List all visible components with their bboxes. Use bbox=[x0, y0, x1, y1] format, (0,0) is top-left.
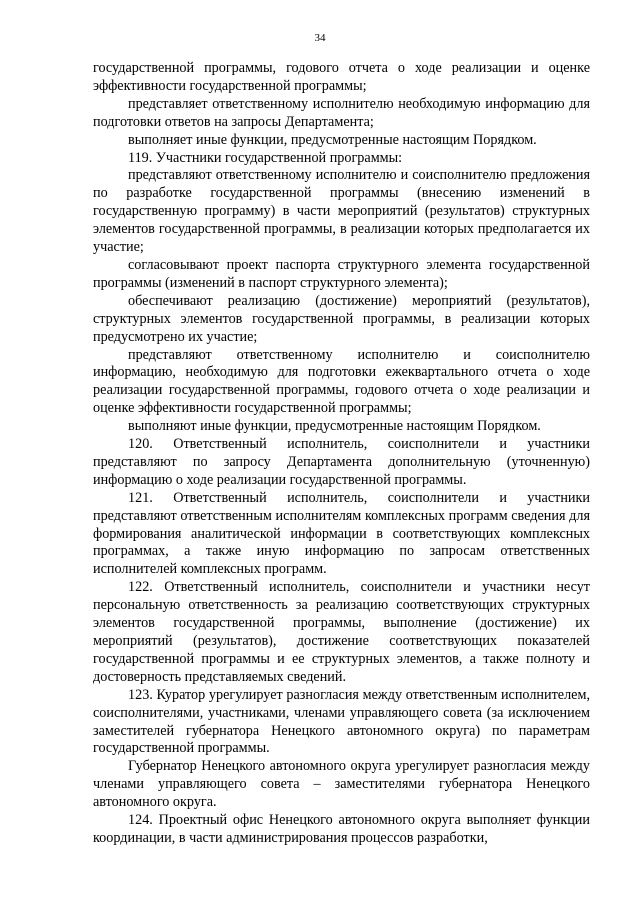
paragraph: Губернатор Ненецкого автономного округа урегулирует разногласия между членами управляющего совета – заместителями губернатора Ненецкого автономного округа. bbox=[93, 758, 590, 811]
paragraph: представляют ответственному исполнителю и соисполнителю информацию, необходимую для подготовки ежеквартального отчета о ходе реализации государственной программы, годового отчета о ходе реализации и оценке эффективности государственной программы; bbox=[93, 346, 590, 417]
paragraph: согласовывают проект паспорта структурного элемента государственной программы (изменений в паспорт структурного элемента); bbox=[93, 256, 590, 291]
paragraph: выполняет иные функции, предусмотренные настоящим Порядком. bbox=[128, 131, 537, 148]
paragraph: обеспечивают реализацию (достижение) мероприятий (результатов), структурных элементов государственной программы, в реализации которых предусмотрено их участие; bbox=[93, 292, 590, 345]
paragraph: 120. Ответственный исполнитель, соисполнители и участники представляют по запросу Департамента дополнительную (уточненную) информацию о ходе реализации государственной программы. bbox=[93, 436, 590, 488]
paragraph: представляют ответственному исполнителю и соисполнителю предложения по разработке государственной программы (внесению изменений в государственную программу) в части мероприятий (результатов) структурных элементов государственной программы, в реализации которых предполагается их участие; bbox=[93, 167, 590, 256]
paragraph: 121. Ответственный исполнитель, соисполнители и участники представляют ответственным исполнителям комплексных программ сведения для формирования аналитической информации в соответствующих комплексных программах, а также иную информацию по запросам ответственных исполнителей комплексных программ. bbox=[93, 489, 590, 578]
paragraph: представляет ответственному исполнителю необходимую информацию для подготовки ответов на запросы Департамента; bbox=[93, 95, 590, 130]
paragraph: государственной программы, годового отчета о ходе реализации и оценке эффективности государственной программы; bbox=[93, 60, 590, 94]
page-number: 34 bbox=[314, 32, 326, 44]
paragraph: выполняют иные функции, предусмотренные настоящим Порядком. bbox=[128, 418, 541, 435]
paragraph: 124. Проектный офис Ненецкого автономного округа выполняет функции координации, в части администрирования процессов разработки, bbox=[93, 812, 590, 846]
document-body bbox=[93, 60, 590, 848]
paragraph: 123. Куратор урегулирует разногласия между ответственным исполнителем, соисполнителями, участниками, членами управляющего совета (за исключением заместителей губернатора Ненецкого автономного округа) по параметрам государственной программы. bbox=[93, 686, 590, 757]
paragraph: 119. Участники государственной программы: bbox=[128, 149, 403, 166]
paragraph: 122. Ответственный исполнитель, соисполнители и участники несут персональную ответственность за реализацию соответствующих структурных элементов государственной программы, выполнение (достижение) их мероприятий (результатов), достижение соответствующих показателей государственной программы и ее структурных элементов, а также полноту и достоверность представляемых сведений. bbox=[93, 579, 590, 685]
